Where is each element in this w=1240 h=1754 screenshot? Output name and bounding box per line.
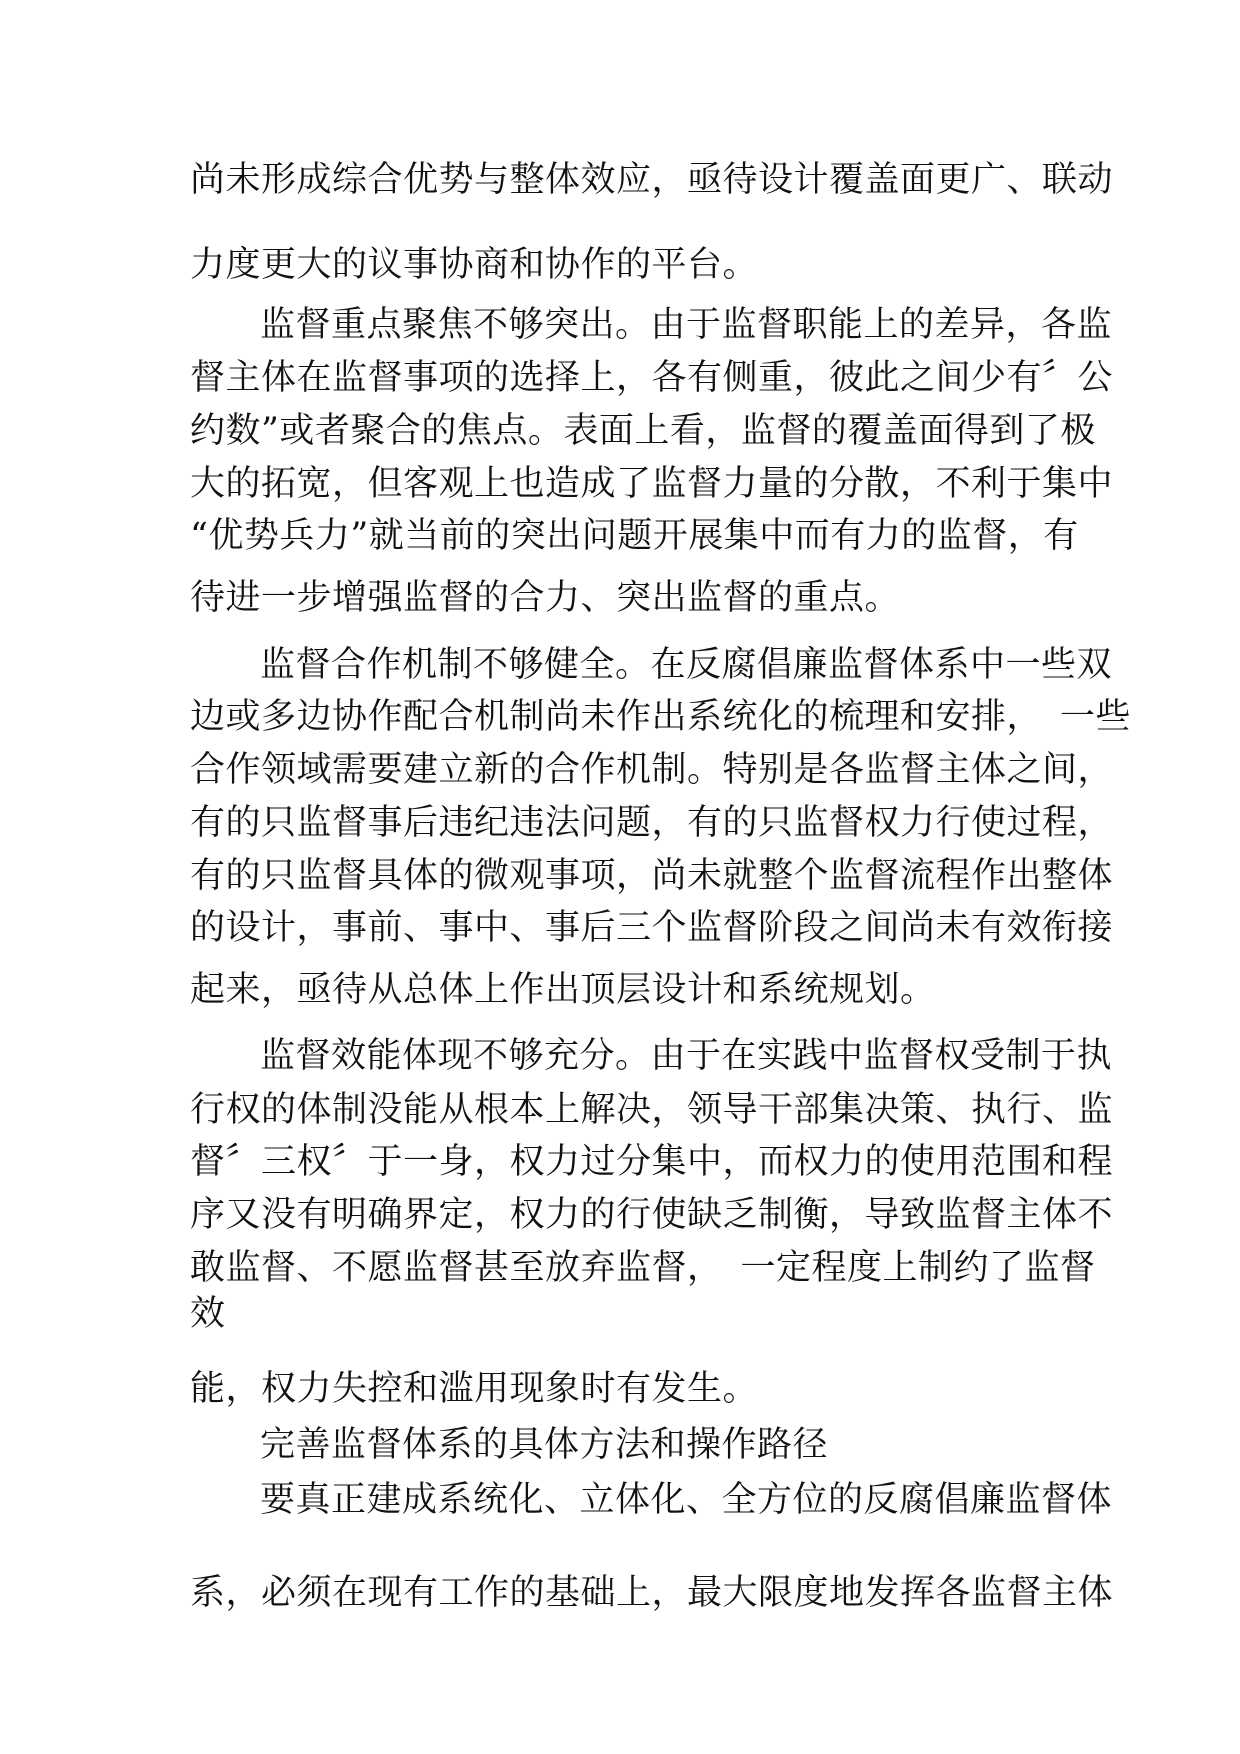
paragraph-start-line: 要真正建成系统化、立体化、全方位的反腐倡廉监督体 [260, 1480, 1113, 1520]
text-line: 待进一步增强监督的合力、突出监督的重点。 [190, 578, 901, 618]
text-line: 边或多边协作配合机制尚未作出系统化的梳理和安排， 一些 [190, 697, 1132, 737]
text-line: 能，权力失控和滥用现象时有发生。 [190, 1369, 759, 1409]
text-line: 大的拓宽，但客观上也造成了监督力量的分散，不利于集中 [190, 464, 1114, 504]
text-line: 尚未形成综合优势与整体效应，亟待设计覆盖面更广、联动 [190, 160, 1114, 200]
text-line: 的设计，事前、事中、事后三个监督阶段之间尚未有效衔接 [190, 908, 1114, 948]
text-line: 约数”或者聚合的焦点。表面上看，监督的覆盖面得到了极 [190, 411, 1096, 451]
text-line: 督〞三权〞于一身，权力过分集中，而权力的使用范围和程 [190, 1142, 1114, 1182]
text-line: 有的只监督具体的微观事项，尚未就整个监督流程作出整体 [190, 856, 1114, 896]
text-line: 系，必须在现有工作的基础上，最大限度地发挥各监督主体 [190, 1573, 1114, 1613]
text-line: 督主体在监督事项的选择上，各有侧重，彼此之间少有〞公 [190, 358, 1114, 398]
text-line: “优势兵力”就当前的突出问题开展集中而有力的监督，有 [190, 516, 1079, 556]
text-line: 起来，亟待从总体上作出顶层设计和系统规划。 [190, 970, 936, 1010]
text-line: 敢监督、不愿监督甚至放弃监督， 一定程度上制约了监督 [190, 1248, 1096, 1288]
text-line: 力度更大的议事协商和协作的平台。 [190, 245, 759, 285]
paragraph-start-line: 监督重点聚焦不够突出。由于监督职能上的差异，各监 [260, 305, 1113, 345]
text-line: 行权的体制没能从根本上解决，领导干部集决策、执行、监 [190, 1090, 1114, 1130]
text-line: 合作领域需要建立新的合作机制。特别是各监督主体之间， [190, 750, 1114, 790]
paragraph-start-line: 监督效能体现不够充分。由于在实践中监督权受制于执 [260, 1036, 1113, 1076]
text-line: 序又没有明确界定，权力的行使缺乏制衡，导致监督主体不 [190, 1195, 1114, 1235]
section-heading: 完善监督体系的具体方法和操作路径 [260, 1425, 829, 1465]
text-line: 效 [190, 1294, 226, 1334]
paragraph-start-line: 监督合作机制不够健全。在反腐倡廉监督体系中一些双 [260, 645, 1113, 685]
text-line: 有的只监督事后违纪违法问题，有的只监督权力行使过程， [190, 803, 1114, 843]
